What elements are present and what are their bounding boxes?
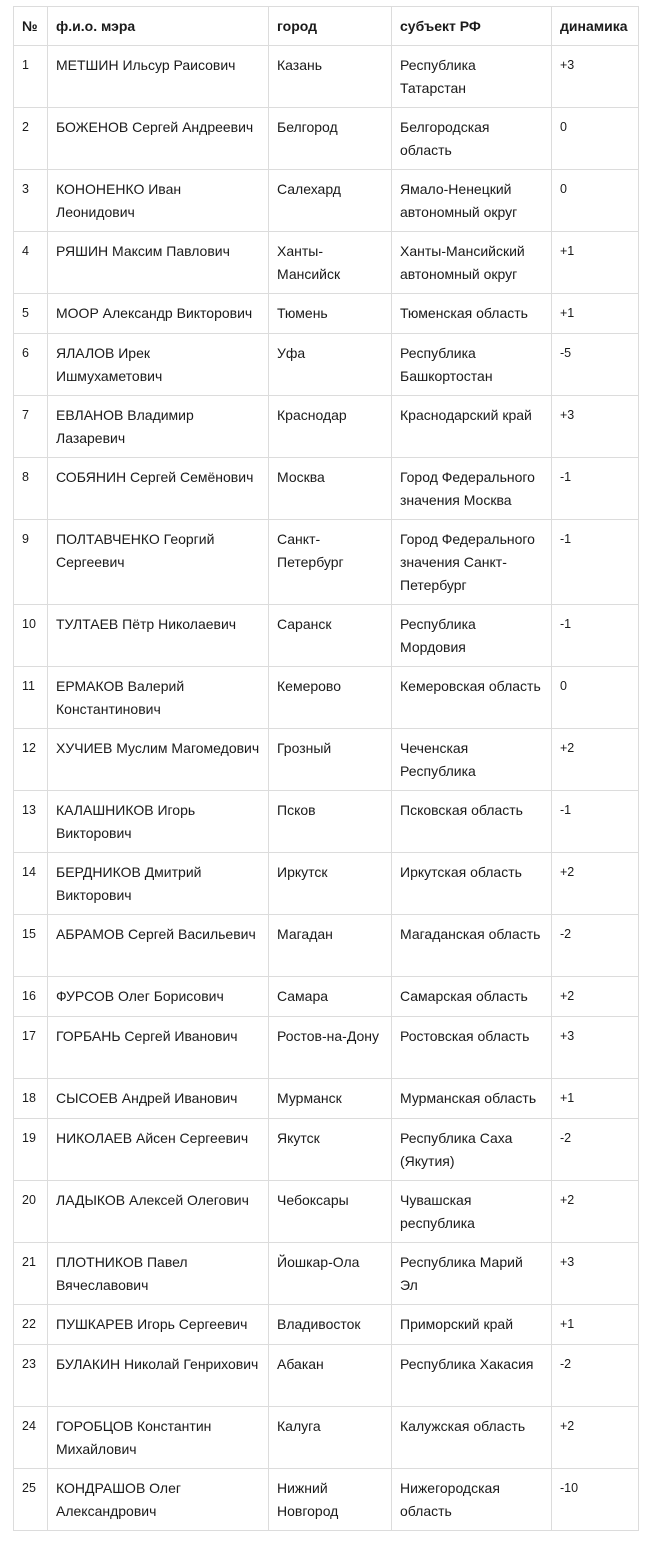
cell-subject: Ханты-Мансийский автономный округ bbox=[392, 232, 552, 294]
cell-city: Москва bbox=[269, 458, 392, 520]
cell-city: Салехард bbox=[269, 170, 392, 232]
table-row bbox=[14, 1017, 639, 1079]
cell-mayor-name: НИКОЛАЕВ Айсен Сергеевич bbox=[48, 1119, 269, 1181]
cell-dynamics: -1 bbox=[552, 791, 639, 853]
cell-dynamics: +3 bbox=[552, 1243, 639, 1305]
cell-num: 21 bbox=[14, 1243, 48, 1305]
cell-subject: Ямало-Ненецкий автономный округ bbox=[392, 170, 552, 232]
table-row bbox=[14, 334, 639, 396]
cell-num: 7 bbox=[14, 396, 48, 458]
table-row bbox=[14, 853, 639, 915]
cell-num: 4 bbox=[14, 232, 48, 294]
cell-num: 20 bbox=[14, 1181, 48, 1243]
cell-mayor-name: РЯШИН Максим Павлович bbox=[48, 232, 269, 294]
cell-subject: Чеченская Республика bbox=[392, 729, 552, 791]
cell-city: Магадан bbox=[269, 915, 392, 977]
cell-num: 19 bbox=[14, 1119, 48, 1181]
cell-num: 9 bbox=[14, 520, 48, 605]
cell-dynamics: +2 bbox=[552, 1407, 639, 1469]
table-row bbox=[14, 1469, 639, 1531]
cell-subject: Самарская область bbox=[392, 977, 552, 1017]
table-row bbox=[14, 1345, 639, 1407]
cell-mayor-name: БОЖЕНОВ Сергей Андреевич bbox=[48, 108, 269, 170]
cell-num: 13 bbox=[14, 791, 48, 853]
cell-dynamics: +1 bbox=[552, 1305, 639, 1345]
cell-city: Иркутск bbox=[269, 853, 392, 915]
cell-num: 10 bbox=[14, 605, 48, 667]
table-body bbox=[14, 46, 639, 1531]
cell-city: Самара bbox=[269, 977, 392, 1017]
cell-city: Калуга bbox=[269, 1407, 392, 1469]
cell-dynamics: +1 bbox=[552, 1079, 639, 1119]
table-row bbox=[14, 1305, 639, 1345]
cell-mayor-name: ФУРСОВ Олег Борисович bbox=[48, 977, 269, 1017]
table-row bbox=[14, 108, 639, 170]
table-row bbox=[14, 1407, 639, 1469]
cell-subject: Ростовская область bbox=[392, 1017, 552, 1079]
cell-city: Ханты-Мансийск bbox=[269, 232, 392, 294]
cell-mayor-name: ХУЧИЕВ Муслим Магомедович bbox=[48, 729, 269, 791]
header-name: ф.и.о. мэра bbox=[48, 7, 269, 46]
cell-mayor-name: КОНДРАШОВ Олег Александрович bbox=[48, 1469, 269, 1531]
cell-dynamics: -2 bbox=[552, 1345, 639, 1407]
table-row bbox=[14, 520, 639, 605]
table-row bbox=[14, 977, 639, 1017]
cell-city: Абакан bbox=[269, 1345, 392, 1407]
table-row bbox=[14, 1243, 639, 1305]
cell-dynamics: +2 bbox=[552, 1181, 639, 1243]
cell-mayor-name: ЛАДЫКОВ Алексей Олегович bbox=[48, 1181, 269, 1243]
table-row bbox=[14, 1119, 639, 1181]
cell-mayor-name: КАЛАШНИКОВ Игорь Викторович bbox=[48, 791, 269, 853]
cell-mayor-name: ТУЛТАЕВ Пётр Николаевич bbox=[48, 605, 269, 667]
table-row bbox=[14, 294, 639, 334]
cell-dynamics: -1 bbox=[552, 458, 639, 520]
cell-dynamics: -1 bbox=[552, 520, 639, 605]
cell-city: Йошкар-Ола bbox=[269, 1243, 392, 1305]
cell-num: 23 bbox=[14, 1345, 48, 1407]
cell-num: 2 bbox=[14, 108, 48, 170]
cell-subject: Республика Башкортостан bbox=[392, 334, 552, 396]
cell-num: 18 bbox=[14, 1079, 48, 1119]
cell-city: Санкт-Петербург bbox=[269, 520, 392, 605]
table-row bbox=[14, 915, 639, 977]
cell-mayor-name: СОБЯНИН Сергей Семёнович bbox=[48, 458, 269, 520]
table-row bbox=[14, 729, 639, 791]
cell-mayor-name: КОНОНЕНКО Иван Леонидович bbox=[48, 170, 269, 232]
cell-mayor-name: ЕВЛАНОВ Владимир Лазаревич bbox=[48, 396, 269, 458]
cell-dynamics: +2 bbox=[552, 853, 639, 915]
mayors-table-container bbox=[13, 6, 638, 1531]
cell-dynamics: -2 bbox=[552, 915, 639, 977]
cell-dynamics: 0 bbox=[552, 667, 639, 729]
cell-subject: Республика Марий Эл bbox=[392, 1243, 552, 1305]
mayors-rating-table bbox=[13, 6, 639, 1531]
header-city: город bbox=[269, 7, 392, 46]
cell-mayor-name: АБРАМОВ Сергей Васильевич bbox=[48, 915, 269, 977]
cell-num: 15 bbox=[14, 915, 48, 977]
cell-num: 14 bbox=[14, 853, 48, 915]
cell-mayor-name: ГОРОБЦОВ Константин Михайлович bbox=[48, 1407, 269, 1469]
cell-num: 12 bbox=[14, 729, 48, 791]
cell-mayor-name: БУЛАКИН Николай Генрихович bbox=[48, 1345, 269, 1407]
cell-mayor-name: МЕТШИН Ильсур Раисович bbox=[48, 46, 269, 108]
cell-num: 17 bbox=[14, 1017, 48, 1079]
cell-num: 8 bbox=[14, 458, 48, 520]
cell-city: Нижний Новгород bbox=[269, 1469, 392, 1531]
cell-city: Казань bbox=[269, 46, 392, 108]
cell-subject: Республика Хакасия bbox=[392, 1345, 552, 1407]
table-row bbox=[14, 1079, 639, 1119]
cell-subject: Республика Саха (Якутия) bbox=[392, 1119, 552, 1181]
cell-dynamics: +2 bbox=[552, 729, 639, 791]
cell-city: Кемерово bbox=[269, 667, 392, 729]
cell-mayor-name: ПУШКАРЕВ Игорь Сергеевич bbox=[48, 1305, 269, 1345]
header-subject: субъект РФ bbox=[392, 7, 552, 46]
cell-mayor-name: БЕРДНИКОВ Дмитрий Викторович bbox=[48, 853, 269, 915]
table-row bbox=[14, 170, 639, 232]
header-num: № bbox=[14, 7, 48, 46]
cell-num: 3 bbox=[14, 170, 48, 232]
cell-subject: Город Федерального значения Москва bbox=[392, 458, 552, 520]
cell-num: 6 bbox=[14, 334, 48, 396]
cell-city: Владивосток bbox=[269, 1305, 392, 1345]
cell-subject: Магаданская область bbox=[392, 915, 552, 977]
cell-num: 24 bbox=[14, 1407, 48, 1469]
cell-num: 11 bbox=[14, 667, 48, 729]
cell-subject: Иркутская область bbox=[392, 853, 552, 915]
cell-dynamics: -10 bbox=[552, 1469, 639, 1531]
cell-num: 22 bbox=[14, 1305, 48, 1345]
cell-dynamics: -1 bbox=[552, 605, 639, 667]
cell-city: Уфа bbox=[269, 334, 392, 396]
cell-city: Мурманск bbox=[269, 1079, 392, 1119]
cell-subject: Калужская область bbox=[392, 1407, 552, 1469]
cell-num: 1 bbox=[14, 46, 48, 108]
cell-subject: Республика Татарстан bbox=[392, 46, 552, 108]
table-row bbox=[14, 605, 639, 667]
cell-city: Псков bbox=[269, 791, 392, 853]
table-row bbox=[14, 232, 639, 294]
cell-city: Чебоксары bbox=[269, 1181, 392, 1243]
cell-city: Тюмень bbox=[269, 294, 392, 334]
cell-subject: Город Федерального значения Санкт-Петербург bbox=[392, 520, 552, 605]
cell-dynamics: 0 bbox=[552, 108, 639, 170]
cell-dynamics: -5 bbox=[552, 334, 639, 396]
cell-mayor-name: ЕРМАКОВ Валерий Константинович bbox=[48, 667, 269, 729]
cell-mayor-name: ГОРБАНЬ Сергей Иванович bbox=[48, 1017, 269, 1079]
cell-mayor-name: СЫСОЕВ Андрей Иванович bbox=[48, 1079, 269, 1119]
table-row bbox=[14, 458, 639, 520]
table-header-row bbox=[14, 7, 639, 46]
header-dynamics: динамика bbox=[552, 7, 639, 46]
cell-num: 5 bbox=[14, 294, 48, 334]
cell-dynamics: -2 bbox=[552, 1119, 639, 1181]
cell-city: Якутск bbox=[269, 1119, 392, 1181]
table-row bbox=[14, 667, 639, 729]
cell-dynamics: +3 bbox=[552, 46, 639, 108]
cell-subject: Краснодарский край bbox=[392, 396, 552, 458]
table-row bbox=[14, 1181, 639, 1243]
cell-subject: Республика Мордовия bbox=[392, 605, 552, 667]
cell-subject: Приморский край bbox=[392, 1305, 552, 1345]
cell-subject: Псковская область bbox=[392, 791, 552, 853]
cell-mayor-name: МООР Александр Викторович bbox=[48, 294, 269, 334]
table-row bbox=[14, 396, 639, 458]
cell-mayor-name: ЯЛАЛОВ Ирек Ишмухаметович bbox=[48, 334, 269, 396]
cell-city: Краснодар bbox=[269, 396, 392, 458]
cell-subject: Мурманская область bbox=[392, 1079, 552, 1119]
table-row bbox=[14, 791, 639, 853]
cell-mayor-name: ПЛОТНИКОВ Павел Вячеславович bbox=[48, 1243, 269, 1305]
cell-subject: Кемеровская область bbox=[392, 667, 552, 729]
cell-subject: Нижегородская область bbox=[392, 1469, 552, 1531]
cell-subject: Белгородская область bbox=[392, 108, 552, 170]
cell-city: Грозный bbox=[269, 729, 392, 791]
cell-dynamics: +2 bbox=[552, 977, 639, 1017]
cell-city: Ростов-на-Дону bbox=[269, 1017, 392, 1079]
cell-dynamics: +3 bbox=[552, 1017, 639, 1079]
cell-num: 25 bbox=[14, 1469, 48, 1531]
cell-city: Саранск bbox=[269, 605, 392, 667]
cell-dynamics: +1 bbox=[552, 232, 639, 294]
cell-city: Белгород bbox=[269, 108, 392, 170]
table-row bbox=[14, 46, 639, 108]
cell-mayor-name: ПОЛТАВЧЕНКО Георгий Сергеевич bbox=[48, 520, 269, 605]
cell-dynamics: 0 bbox=[552, 170, 639, 232]
cell-subject: Тюменская область bbox=[392, 294, 552, 334]
cell-dynamics: +3 bbox=[552, 396, 639, 458]
cell-num: 16 bbox=[14, 977, 48, 1017]
cell-dynamics: +1 bbox=[552, 294, 639, 334]
cell-subject: Чувашская республика bbox=[392, 1181, 552, 1243]
